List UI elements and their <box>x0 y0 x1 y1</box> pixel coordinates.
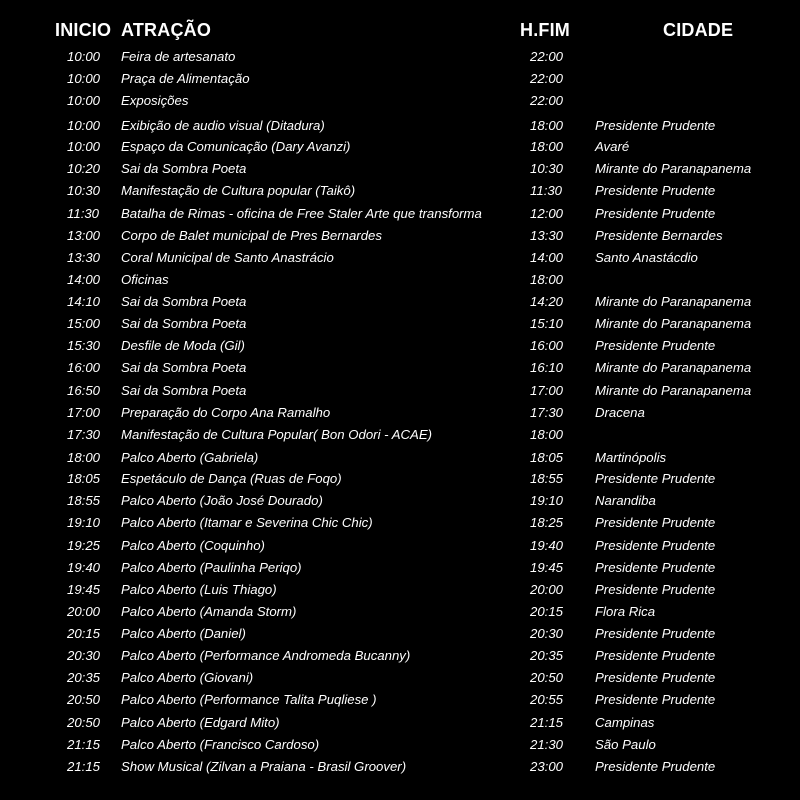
table-row <box>0 469 800 489</box>
city-cell: Martinópolis <box>595 450 667 465</box>
end-time-cell: 16:00 <box>530 338 564 353</box>
city-cell: Presidente Prudente <box>595 206 716 221</box>
end-time-cell: 16:10 <box>530 360 564 375</box>
end-time-cell: 18:00 <box>530 272 564 287</box>
end-time-cell: 11:30 <box>530 183 563 198</box>
city-cell: Presidente Prudente <box>595 626 716 641</box>
start-time-cell: 17:00 <box>67 405 101 420</box>
table-row <box>0 69 800 89</box>
attraction-cell: Manifestação de Cultura popular (Taikô) <box>121 183 356 198</box>
start-time-cell: 19:45 <box>67 582 101 597</box>
start-time-cell: 20:30 <box>67 648 101 663</box>
table-row <box>0 580 800 600</box>
start-time-cell: 21:15 <box>67 759 101 774</box>
end-time-cell: 22:00 <box>530 71 564 86</box>
end-time-cell: 19:10 <box>530 493 564 508</box>
attraction-cell: Oficinas <box>121 272 169 287</box>
table-row <box>0 425 800 445</box>
attraction-cell: Palco Aberto (Paulinha Periqo) <box>121 560 302 575</box>
table-row <box>0 181 800 201</box>
table-row <box>0 270 800 290</box>
start-time-cell: 10:00 <box>67 49 101 64</box>
table-row <box>0 624 800 644</box>
city-cell: Presidente Prudente <box>595 183 716 198</box>
end-time-cell: 20:35 <box>530 648 564 663</box>
start-time-cell: 17:30 <box>67 427 101 442</box>
city-cell: Presidente Prudente <box>595 538 716 553</box>
start-time-cell: 10:20 <box>67 161 101 176</box>
city-cell: São Paulo <box>595 737 656 752</box>
table-row <box>0 137 800 157</box>
attraction-cell: Palco Aberto (Luis Thiago) <box>121 582 277 597</box>
start-time-cell: 10:00 <box>67 118 101 133</box>
city-cell: Campinas <box>595 715 655 730</box>
table-row <box>0 602 800 622</box>
table-row <box>0 116 800 136</box>
city-cell: Mirante do Paranapanema <box>595 316 752 331</box>
attraction-cell: Sai da Sombra Poeta <box>121 294 247 309</box>
start-time-cell: 13:30 <box>67 250 101 265</box>
end-time-cell: 18:00 <box>530 427 564 442</box>
attraction-cell: Show Musical (Zilvan a Praiana - Brasil Groover) <box>121 759 407 774</box>
attraction-cell: Sai da Sombra Poeta <box>121 383 247 398</box>
city-cell: Narandiba <box>595 493 656 508</box>
attraction-cell: Praça de Alimentação <box>121 71 250 86</box>
start-time-cell: 16:50 <box>67 383 101 398</box>
end-time-cell: 20:15 <box>530 604 564 619</box>
end-time-cell: 14:20 <box>530 294 564 309</box>
start-time-cell: 14:10 <box>67 294 101 309</box>
city-cell: Presidente Prudente <box>595 118 716 133</box>
end-time-cell: 21:15 <box>530 715 564 730</box>
table-row <box>0 757 800 777</box>
table-row <box>0 91 800 111</box>
end-time-cell: 17:30 <box>530 405 564 420</box>
start-time-cell: 20:15 <box>67 626 101 641</box>
attraction-cell: Exibição de audio visual (Ditadura) <box>121 118 325 133</box>
attraction-cell: Palco Aberto (Gabriela) <box>121 450 259 465</box>
attraction-cell: Palco Aberto (Performance Talita Puqliese ) <box>121 692 377 707</box>
attraction-cell: Espetáculo de Dança (Ruas de Foqo) <box>121 471 342 486</box>
attraction-cell: Feira de artesanato <box>121 49 236 64</box>
city-cell: Mirante do Paranapanema <box>595 294 752 309</box>
city-cell: Presidente Prudente <box>595 759 716 774</box>
start-time-cell: 18:00 <box>67 450 101 465</box>
end-time-cell: 21:30 <box>530 737 564 752</box>
end-time-cell: 10:30 <box>530 161 564 176</box>
header-city: CIDADE <box>663 20 734 40</box>
start-time-cell: 20:50 <box>67 692 101 707</box>
city-cell: Presidente Prudente <box>595 515 716 530</box>
attraction-cell: Sai da Sombra Poeta <box>121 161 247 176</box>
table-row <box>0 513 800 533</box>
start-time-cell: 11:30 <box>67 206 100 221</box>
city-cell: Mirante do Paranapanema <box>595 383 752 398</box>
start-time-cell: 21:15 <box>67 737 101 752</box>
end-time-cell: 19:40 <box>530 538 564 553</box>
attraction-cell: Palco Aberto (Daniel) <box>121 626 246 641</box>
attraction-cell: Manifestação de Cultura Popular( Bon Odori - ACAE) <box>121 427 433 442</box>
end-time-cell: 18:55 <box>530 471 564 486</box>
start-time-cell: 18:05 <box>67 471 101 486</box>
city-cell: Mirante do Paranapanema <box>595 360 752 375</box>
end-time-cell: 18:05 <box>530 450 564 465</box>
city-cell: Dracena <box>595 405 645 420</box>
start-time-cell: 20:50 <box>67 715 101 730</box>
table-row <box>0 536 800 556</box>
start-time-cell: 10:00 <box>67 139 101 154</box>
end-time-cell: 18:00 <box>530 118 564 133</box>
start-time-cell: 16:00 <box>67 360 101 375</box>
table-row <box>0 226 800 246</box>
city-cell: Presidente Prudente <box>595 670 716 685</box>
table-row <box>0 292 800 312</box>
table-row <box>0 491 800 511</box>
city-cell: Presidente Prudente <box>595 582 716 597</box>
end-time-cell: 18:25 <box>530 515 564 530</box>
attraction-cell: Palco Aberto (Edgard Mito) <box>121 715 280 730</box>
city-cell: Presidente Bernardes <box>595 228 723 243</box>
header-attraction: ATRAÇÃO <box>121 20 212 40</box>
attraction-cell: Palco Aberto (Itamar e Severina Chic Chic) <box>121 515 373 530</box>
table-row <box>0 358 800 378</box>
table-row <box>0 47 800 67</box>
table-row <box>0 713 800 733</box>
start-time-cell: 15:00 <box>67 316 101 331</box>
end-time-cell: 20:55 <box>530 692 564 707</box>
attraction-cell: Palco Aberto (Amanda Storm) <box>121 604 297 619</box>
table-row <box>0 248 800 268</box>
city-cell: Presidente Prudente <box>595 692 716 707</box>
table-row <box>0 735 800 755</box>
city-cell: Presidente Prudente <box>595 648 716 663</box>
start-time-cell: 19:40 <box>67 560 101 575</box>
start-time-cell: 10:00 <box>67 93 101 108</box>
start-time-cell: 19:25 <box>67 538 101 553</box>
attraction-cell: Palco Aberto (Coquinho) <box>121 538 265 553</box>
attraction-cell: Palco Aberto (Performance Andromeda Bucanny) <box>121 648 411 663</box>
end-time-cell: 20:30 <box>530 626 564 641</box>
attraction-cell: Espaço da Comunicação (Dary Avanzi) <box>121 139 351 154</box>
attraction-cell: Corpo de Balet municipal de Pres Bernardes <box>121 228 382 243</box>
table-row <box>0 558 800 578</box>
end-time-cell: 18:00 <box>530 139 564 154</box>
city-cell: Presidente Prudente <box>595 560 716 575</box>
end-time-cell: 23:00 <box>530 759 564 774</box>
attraction-cell: Coral Municipal de Santo Anastrácio <box>121 250 334 265</box>
table-row <box>0 668 800 688</box>
city-cell: Flora Rica <box>595 604 656 619</box>
end-time-cell: 14:00 <box>530 250 564 265</box>
attraction-cell: Preparação do Corpo Ana Ramalho <box>121 405 331 420</box>
city-cell: Presidente Prudente <box>595 471 716 486</box>
table-row <box>0 403 800 423</box>
table-row <box>0 159 800 179</box>
attraction-cell: Sai da Sombra Poeta <box>121 316 247 331</box>
end-time-cell: 20:00 <box>530 582 564 597</box>
start-time-cell: 20:35 <box>67 670 101 685</box>
table-row <box>0 381 800 401</box>
start-time-cell: 13:00 <box>67 228 101 243</box>
table-row <box>0 448 800 468</box>
end-time-cell: 12:00 <box>530 206 564 221</box>
end-time-cell: 17:00 <box>530 383 564 398</box>
end-time-cell: 22:00 <box>530 93 564 108</box>
start-time-cell: 14:00 <box>67 272 101 287</box>
end-time-cell: 22:00 <box>530 49 564 64</box>
start-time-cell: 18:55 <box>67 493 101 508</box>
table-row <box>0 314 800 334</box>
end-time-cell: 20:50 <box>530 670 564 685</box>
city-cell: Avaré <box>595 139 630 154</box>
attraction-cell: Palco Aberto (Giovani) <box>121 670 254 685</box>
city-cell: Santo Anastácdio <box>595 250 698 265</box>
attraction-cell: Exposições <box>121 93 189 108</box>
start-time-cell: 19:10 <box>67 515 101 530</box>
table-row <box>0 204 800 224</box>
city-cell: Presidente Prudente <box>595 338 716 353</box>
table-row <box>0 646 800 666</box>
start-time-cell: 15:30 <box>67 338 101 353</box>
city-cell: Mirante do Paranapanema <box>595 161 752 176</box>
end-time-cell: 15:10 <box>530 316 564 331</box>
start-time-cell: 20:00 <box>67 604 101 619</box>
table-row <box>0 336 800 356</box>
attraction-cell: Palco Aberto (Francisco Cardoso) <box>121 737 320 752</box>
header-end-time: H.FIM <box>520 20 570 40</box>
start-time-cell: 10:00 <box>67 71 101 86</box>
attraction-cell: Desfile de Moda (Gil) <box>121 338 245 353</box>
table-row <box>0 690 800 710</box>
start-time-cell: 10:30 <box>67 183 101 198</box>
attraction-cell: Sai da Sombra Poeta <box>121 360 247 375</box>
end-time-cell: 19:45 <box>530 560 564 575</box>
attraction-cell: Batalha de Rimas - oficina de Free Staler Arte que transforma <box>121 206 482 221</box>
attraction-cell: Palco Aberto (João José Dourado) <box>121 493 323 508</box>
header-start-time: INICIO <box>55 20 112 40</box>
end-time-cell: 13:30 <box>530 228 564 243</box>
